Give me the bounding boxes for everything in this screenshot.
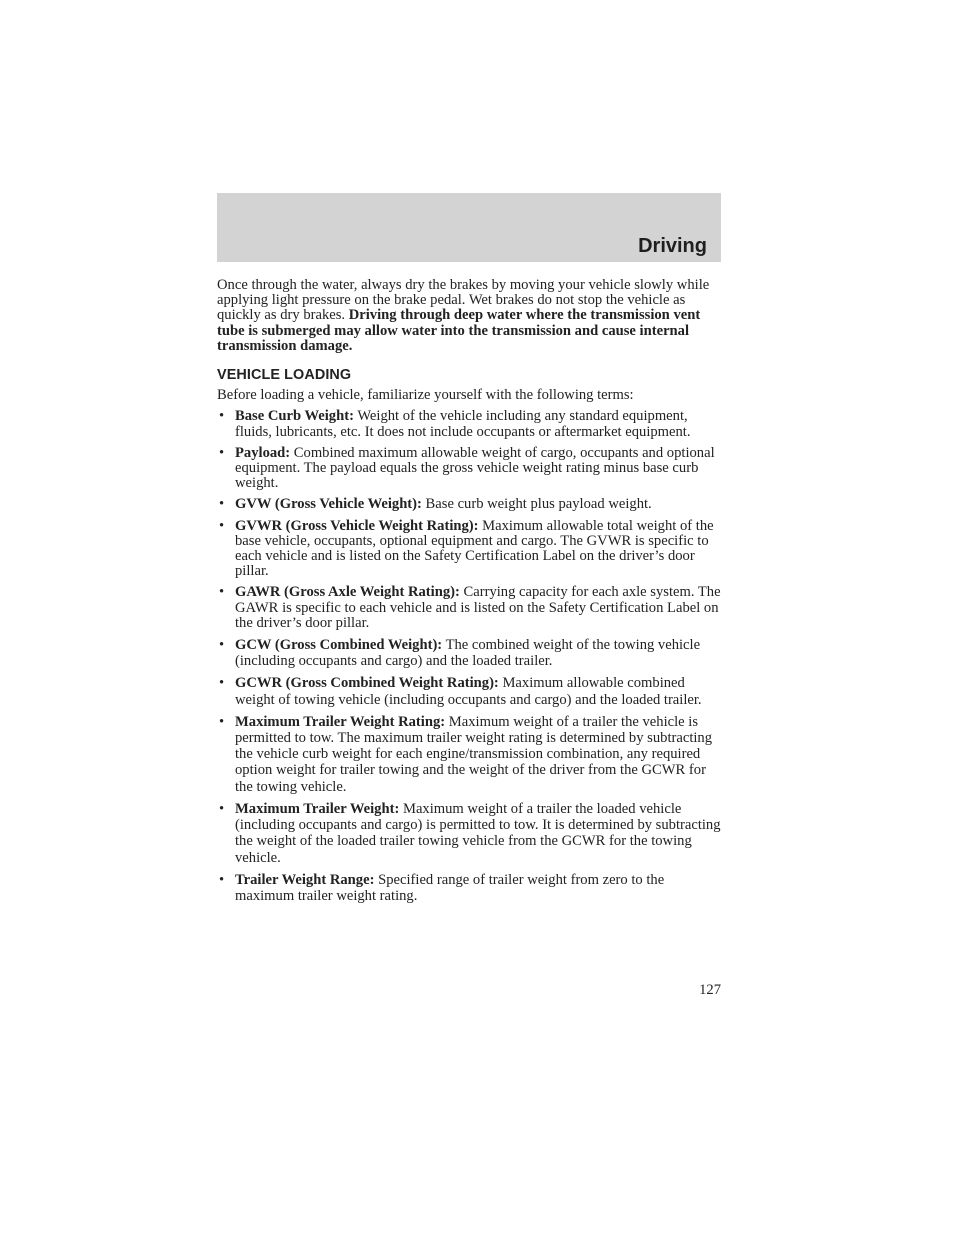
section-heading: VEHICLE LOADING [217, 367, 352, 384]
list-item [217, 714, 723, 795]
list-item [217, 497, 723, 512]
page-number: 127 [699, 982, 721, 998]
term-label: GCWR (Gross Combined Weight Rating): [235, 675, 499, 692]
term-label: GVWR (Gross Vehicle Weight Rating): [235, 517, 479, 534]
intro-warning: Driving through deep water where the transmission vent tube is submerged may allow water into the transmission and cause internal transmission damage. [217, 307, 701, 354]
list-item [217, 409, 723, 439]
bullet-icon: • [219, 444, 225, 461]
term-definition: Weight of the vehicle including any standard equipment, fluids, lubricants, etc. It does not include occupants or aftermarket equipment. [235, 408, 691, 440]
bullet-icon: • [219, 675, 225, 692]
term-label: Base Curb Weight: [235, 408, 354, 425]
term-definition: Base curb weight plus payload weight. [425, 496, 652, 513]
list-item [217, 585, 723, 631]
term-label: Maximum Trailer Weight: [235, 800, 400, 817]
section-lead: Before loading a vehicle, familiarize yourself with the following terms: [217, 387, 634, 404]
bullet-icon: • [219, 408, 225, 425]
bullet-icon: • [219, 584, 225, 601]
term-label: Payload: [235, 444, 291, 461]
bullet-icon: • [219, 871, 225, 888]
term-definition: Maximum allowable combined weight of towing vehicle (including occupants and cargo) and the loaded trailer. [235, 675, 702, 708]
intro-paragraph [217, 278, 723, 354]
terms-list [217, 409, 723, 904]
term-label: Maximum Trailer Weight Rating: [235, 713, 446, 730]
list-item [217, 872, 723, 904]
list-item [217, 801, 723, 866]
term-definition: Maximum weight of a trailer the loaded vehicle (including occupants and cargo) is permitted to tow. It is determined by subtracting the weight of the loaded trailer towing vehicle from the GCWR for the towing vehicle. [235, 800, 721, 866]
term-label: GCW (Gross Combined Weight): [235, 637, 443, 654]
term-definition: The combined weight of the towing vehicle (including occupants and cargo) and the loaded trailer. [235, 637, 701, 670]
list-item [217, 675, 723, 707]
term-definition: Carrying capacity for each axle system. The GAWR is specific to each vehicle and is listed on the Safety Certification Label on the driver’s door pillar. [235, 584, 721, 631]
section-header-band [217, 193, 721, 262]
bullet-icon: • [219, 517, 225, 534]
term-definition: Specified range of trailer weight from zero to the maximum trailer weight rating. [235, 871, 665, 904]
list-item [217, 446, 723, 492]
bullet-icon: • [219, 800, 225, 817]
term-definition: Maximum allowable total weight of the base vehicle, occupants, optional equipment and cargo. The GVWR is specific to each vehicle and is listed on the Safety Certification Label on the driver’s door pillar. [235, 517, 714, 580]
bullet-icon: • [219, 637, 225, 654]
term-label: GAWR (Gross Axle Weight Rating): [235, 584, 460, 601]
list-item [217, 637, 723, 669]
page-content [217, 278, 723, 910]
term-definition: Maximum weight of a trailer the vehicle is permitted to tow. The maximum trailer weight rating is determined by subtracting the vehicle curb weight for each engine/transmission combination, any required option weight for trailer towing and the weight of the driver from the GCWR for the towing vehicle. [235, 713, 713, 795]
term-label: Trailer Weight Range: [235, 871, 375, 888]
term-label: GVW (Gross Vehicle Weight): [235, 496, 422, 513]
section-title: Driving [638, 235, 707, 257]
term-definition: Combined maximum allowable weight of cargo, occupants and optional equipment. The payload equals the gross vehicle weight rating minus base curb weight. [235, 444, 715, 492]
bullet-icon: • [219, 713, 225, 730]
list-item [217, 519, 723, 580]
intro-text: Once through the water, always dry the brakes by moving your vehicle slowly while applying light pressure on the brake pedal. Wet brakes do not stop the vehicle as quickly as dry brakes. [217, 277, 710, 324]
bullet-icon: • [219, 496, 225, 513]
